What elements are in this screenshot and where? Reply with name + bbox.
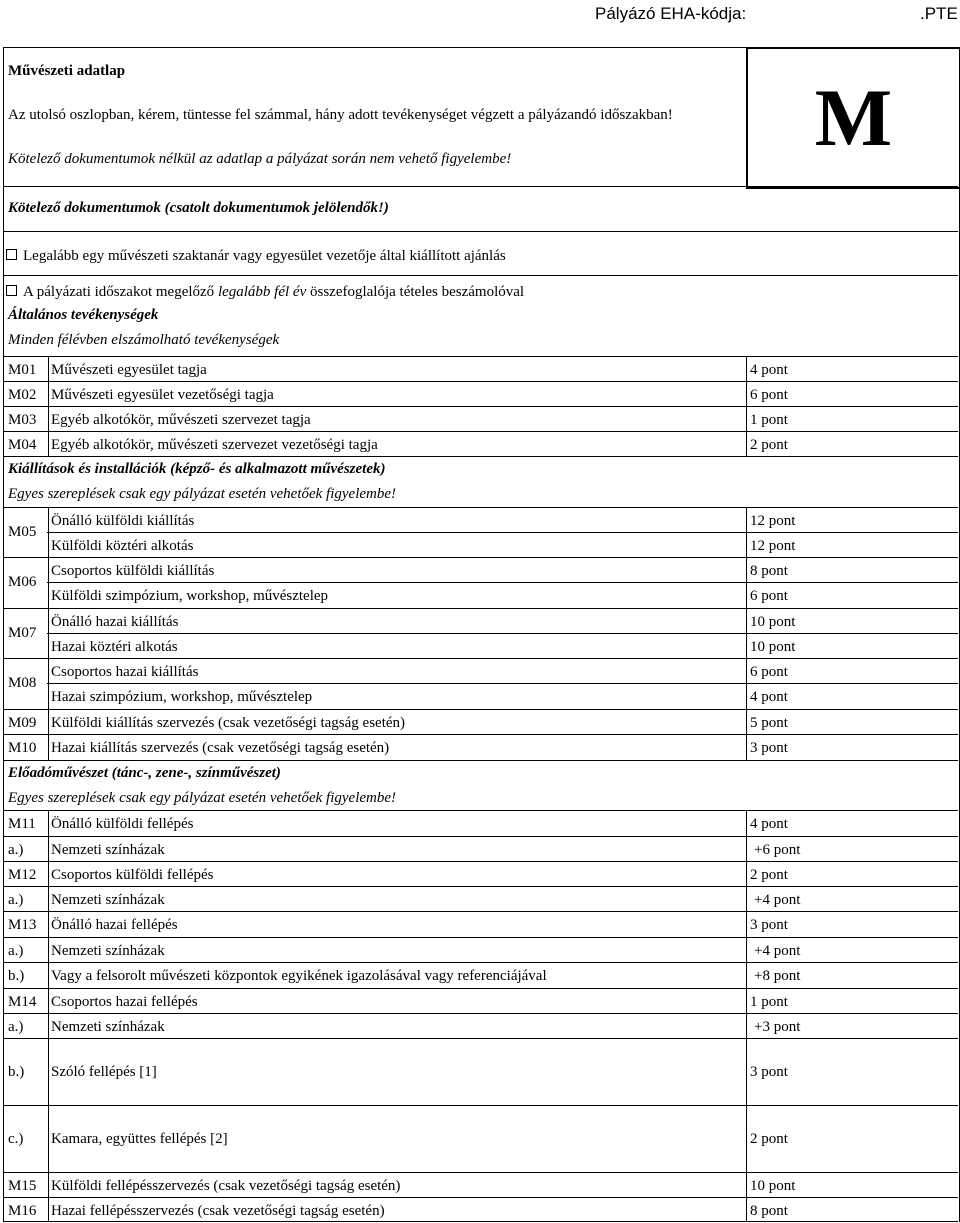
row-code: M15 — [8, 1178, 37, 1194]
row-code: a.) — [8, 892, 24, 908]
row-label: Csoportos hazai kiállítás — [51, 664, 199, 680]
row-code: M06 — [8, 574, 37, 590]
row-label: Külföldi kiállítás szervezés (csak vezetőségi tagság esetén) — [51, 715, 406, 731]
eha-code-label: Pályázó EHA-kódja: — [595, 4, 747, 23]
row-label: Nemzeti színházak — [51, 892, 165, 908]
row-points: 4 pont — [750, 816, 788, 832]
mandatory-item-recommendation[interactable]: Legalább egy művészeti szaktanár vagy egyesület vezetője által kiállított ajánlás — [6, 247, 506, 265]
row-label: Önálló hazai kiállítás — [51, 614, 179, 630]
row-points: 3 pont — [750, 917, 788, 933]
category-letter-box — [746, 47, 960, 189]
row-points: 5 pont — [750, 715, 788, 731]
row-label: Külföldi köztéri alkotás — [51, 538, 194, 554]
row-label: Csoportos külföldi kiállítás — [51, 563, 215, 579]
row-label: Önálló hazai fellépés — [51, 917, 178, 933]
row-label: Hazai szimpózium, workshop, művésztelep — [51, 689, 313, 705]
header-bar — [0, 0, 960, 40]
row-points: 2 pont — [750, 1131, 788, 1147]
exhibitions-note: Egyes szereplések csak egy pályázat esetén vehetőek figyelembe! — [8, 486, 397, 502]
row-label: Szóló fellépés [1] — [51, 1064, 157, 1080]
row-points: 8 pont — [750, 563, 788, 579]
row-label: Csoportos hazai fellépés — [51, 994, 198, 1010]
row-points: 10 pont — [750, 614, 796, 630]
row-code: b.) — [8, 1064, 25, 1080]
row-code: M09 — [8, 715, 37, 731]
category-letter: M — [814, 72, 893, 163]
row-label: Művészeti egyesület vezetőségi tagja — [51, 387, 274, 403]
row-label: Önálló külföldi kiállítás — [51, 513, 195, 529]
mandatory-heading: Kötelező dokumentumok (csatolt dokumentumok jelölendők!) — [8, 200, 389, 216]
exhibitions-heading: Kiállítások és installációk (képző- és alkalmazott művészetek) — [8, 461, 386, 477]
form-frame — [3, 47, 960, 1222]
row-code: M01 — [8, 362, 37, 378]
row-points: 6 pont — [750, 588, 788, 604]
row-code: M05 — [8, 524, 37, 540]
instruction-text: Az utolsó oszlopban, kérem, tüntesse fel számmal, hány adott tevékenységet végzett a pályázandó időszakban! — [8, 107, 673, 123]
row-points: 12 pont — [750, 513, 796, 529]
row-points: 4 pont — [750, 689, 788, 705]
row-code: M10 — [8, 740, 37, 756]
row-points: 12 pont — [750, 538, 796, 554]
row-code: M08 — [8, 675, 37, 691]
row-points: 2 pont — [750, 867, 788, 883]
row-code: M07 — [8, 625, 37, 641]
row-points: +4 pont — [754, 892, 801, 908]
eha-code-suffix: .PTE — [920, 4, 958, 23]
row-points: 6 pont — [750, 387, 788, 403]
row-points: +4 pont — [754, 943, 801, 959]
row-code: a.) — [8, 842, 24, 858]
performing-heading: Előadóművészet (tánc-, zene-, színművészet) — [8, 765, 281, 781]
row-label: Csoportos külföldi fellépés — [51, 867, 214, 883]
row-code: M04 — [8, 437, 37, 453]
row-label: Művészeti egyesület tagja — [51, 362, 207, 378]
row-code: M13 — [8, 917, 37, 933]
row-code: M02 — [8, 387, 37, 403]
row-points: 8 pont — [750, 1203, 788, 1219]
row-label: Külföldi szimpózium, workshop, művésztelep — [51, 588, 329, 604]
row-label: Hazai fellépésszervezés (csak vezetőségi tagság esetén) — [51, 1203, 385, 1219]
row-label: Egyéb alkotókör, művészeti szervezet tagja — [51, 412, 311, 428]
row-label: Külföldi fellépésszervezés (csak vezetőségi tagság esetén) — [51, 1178, 401, 1194]
row-points: +6 pont — [754, 842, 801, 858]
row-label: Önálló külföldi fellépés — [51, 816, 194, 832]
row-label: Egyéb alkotókör, művészeti szervezet vezetőségi tagja — [51, 437, 378, 453]
checkbox[interactable] — [6, 285, 17, 296]
row-label: Nemzeti színházak — [51, 842, 165, 858]
row-label: Kamara, együttes fellépés [2] — [51, 1131, 228, 1147]
row-code: M12 — [8, 867, 37, 883]
checkbox[interactable] — [6, 249, 17, 260]
row-label: Nemzeti színházak — [51, 943, 165, 959]
row-label: Hazai köztéri alkotás — [51, 639, 178, 655]
row-points: +3 pont — [754, 1019, 801, 1035]
row-points: 2 pont — [750, 437, 788, 453]
row-points: 6 pont — [750, 664, 788, 680]
row-label: Nemzeti színházak — [51, 1019, 165, 1035]
row-code: b.) — [8, 968, 25, 984]
row-points: +8 pont — [754, 968, 801, 984]
row-code: M14 — [8, 994, 37, 1010]
row-code: a.) — [8, 1019, 24, 1035]
row-points: 10 pont — [750, 639, 796, 655]
performing-note: Egyes szereplések csak egy pályázat esetén vehetőek figyelembe! — [8, 790, 397, 806]
row-points: 3 pont — [750, 1064, 788, 1080]
row-code: c.) — [8, 1131, 24, 1147]
row-code: M16 — [8, 1203, 37, 1219]
row-points: 3 pont — [750, 740, 788, 756]
row-points: 1 pont — [750, 994, 788, 1010]
row-code: a.) — [8, 943, 24, 959]
row-points: 10 pont — [750, 1178, 796, 1194]
row-points: 1 pont — [750, 412, 788, 428]
mandatory-item-report[interactable]: A pályázati időszakot megelőző legalább fél év összefoglalója tételes beszámolóval — [6, 283, 524, 301]
warning-text: Kötelező dokumentumok nélkül az adatlap a pályázat során nem vehető figyelembe! — [8, 151, 512, 167]
row-label: Hazai kiállítás szervezés (csak vezetőségi tagság esetén) — [51, 740, 390, 756]
row-code: M11 — [8, 816, 36, 832]
general-heading: Általános tevékenységek — [8, 307, 159, 323]
general-subheading: Minden félévben elszámolható tevékenységek — [8, 332, 280, 348]
row-points: 4 pont — [750, 362, 788, 378]
form-title: Művészeti adatlap — [8, 63, 126, 79]
row-code: M03 — [8, 412, 37, 428]
row-label: Vagy a felsorolt művészeti központok egyikének igazolásával vagy referenciájával — [51, 968, 547, 984]
